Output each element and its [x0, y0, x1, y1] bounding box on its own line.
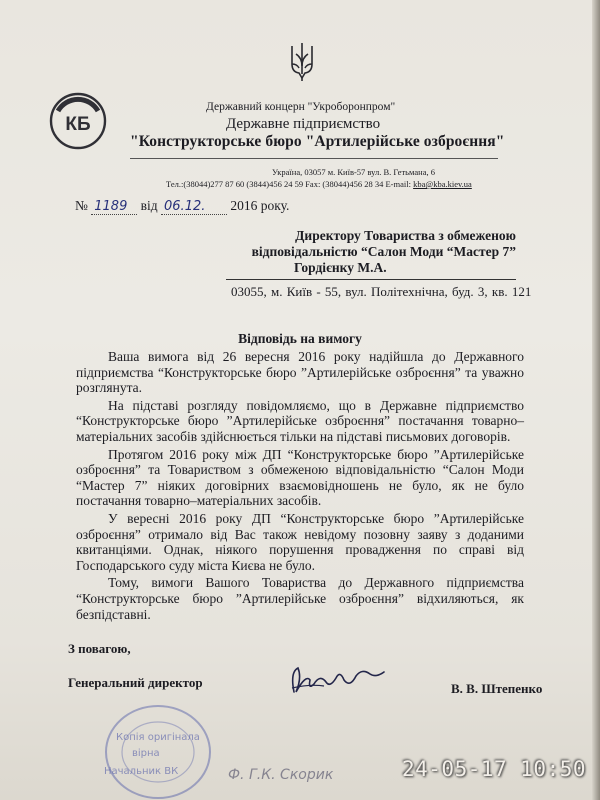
paragraph-2: На підставі розгляду повідомляємо, що в Державне підприємство “Конструкторське бюро ”Артилерійське озброєння” постачання товарно–матеріальних засобів здійснюється тільки на підставі письмових договорів.	[76, 397, 524, 444]
stamp-text-1: Копія оригінала	[116, 732, 200, 743]
kb-logo-icon	[47, 90, 109, 152]
letter-body	[76, 349, 524, 624]
recipient-line-2: відповідальністю “Салон Моди “Мастер 7”	[251, 244, 516, 259]
stamp-seal	[92, 692, 216, 800]
letterhead-contacts	[166, 179, 472, 189]
letterhead-address: Україна, 03057 м. Київ-57 вул. В. Гетьмана, 6	[272, 167, 435, 177]
outgoing-date: 06.12.	[161, 199, 227, 215]
recipient-divider	[226, 279, 516, 280]
recipient-block	[226, 228, 516, 276]
letter-title: Відповідь на вимогу	[238, 331, 362, 346]
paragraph-4: У вересні 2016 року ДП “Конструкторське бюро ”Артилерійське озброєння” отримало від Вас також невідому позовну заяву з доданими квитанціями. Однак, ніякого порушення провадження по справі від Господарського суду міста Києва не було.	[76, 510, 524, 573]
registration-line	[75, 198, 289, 215]
recipient-line-3: Гордієнку М.А.	[294, 260, 387, 275]
logo-text: КБ	[65, 114, 91, 135]
closing-regards: З повагою,	[68, 641, 131, 656]
trident-emblem-icon	[289, 40, 315, 82]
handwritten-note	[228, 766, 388, 790]
page-edge-shadow	[592, 0, 600, 800]
recipient-line-1: Директору Товариства з обмеженою	[295, 228, 516, 243]
stamp-ring-icon	[92, 692, 216, 800]
from-label: від	[140, 198, 158, 213]
email-link[interactable]: kba@kba.kiev.ua	[413, 179, 472, 189]
stamp-text-2: вірна	[132, 748, 160, 759]
enterprise-line: Державне підприємство	[226, 116, 381, 132]
recipient-address: 03055, м. Київ - 55, вул. Політехнічна, буд. 3, кв. 121	[231, 284, 532, 299]
bureau-name: "Конструкторське бюро "Артилерійське озброєння"	[130, 133, 505, 150]
signer-name: В. В. Штепенко	[451, 681, 543, 696]
photo-timestamp: 24-05-17 10:50	[402, 757, 587, 781]
stamp-text-3: Начальник ВК	[104, 766, 179, 777]
outgoing-number: 1189	[91, 199, 137, 215]
handwritten-signature-icon	[280, 658, 390, 702]
concern-line: Державний концерн "Укроборонпром"	[206, 101, 396, 113]
paragraph-1: Ваша вимога від 26 вересня 2016 року надійшла до Державного підприємства “Конструкторське бюро ”Артилерійське озброєння” та уважно розглянута.	[76, 349, 524, 396]
paragraph-5: Тому, вимоги Вашого Товариства до Державного підприємства “Конструкторське бюро ”Артилерійське озброєння” відхиляються, як безпідставні.	[76, 575, 524, 622]
year-label: 2016 року.	[230, 198, 290, 213]
letterhead-divider	[130, 158, 498, 159]
signer-position: Генеральний директор	[68, 675, 203, 690]
contacts-text: Тел.:(38044)277 87 60 (3844)456 24 59 Fax: (38044)456 28 34 E-mail:	[166, 179, 414, 189]
number-label: №	[75, 198, 88, 213]
paragraph-3: Протягом 2016 року між ДП “Конструкторське бюро ”Артилерійське озброєння” та Товариством з обмеженою відповідальністю “Салон Моди “Мастер 7” ніяких договірних взаємовідношень не було, як не було постачання товарно–матеріальних засобів.	[76, 446, 524, 509]
handwritten-note-text: Ф. Г.К. Скорик	[228, 767, 334, 783]
